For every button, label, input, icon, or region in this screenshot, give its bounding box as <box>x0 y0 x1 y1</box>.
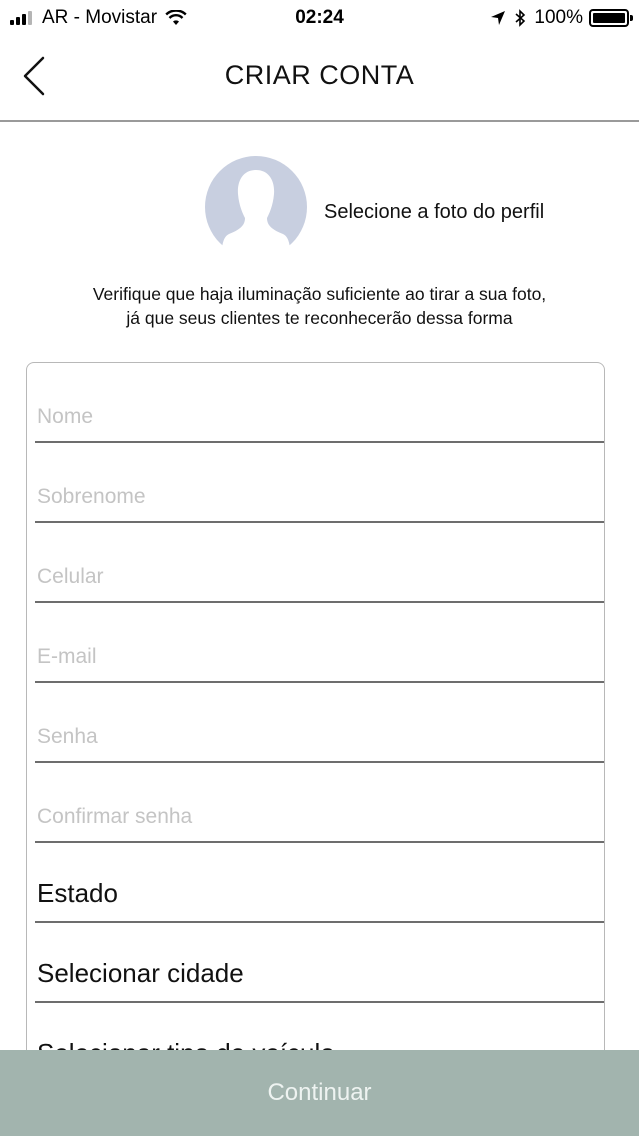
senha-input[interactable] <box>35 725 604 749</box>
confirmar-senha-field-row <box>35 763 604 843</box>
nav-bar <box>0 36 639 122</box>
continue-button[interactable]: Continuar <box>0 1050 639 1136</box>
carrier-name: AR - Movistar <box>42 7 158 28</box>
status-right <box>490 7 629 29</box>
status-bar <box>0 0 639 36</box>
email-field-row <box>35 603 604 683</box>
location-arrow-icon <box>490 10 506 26</box>
senha-field-row <box>35 683 604 763</box>
confirmar-senha-input[interactable] <box>35 805 604 829</box>
nome-input[interactable] <box>35 405 604 429</box>
avatar[interactable] <box>205 156 307 248</box>
battery-icon <box>589 9 629 27</box>
nome-field-row <box>35 363 604 443</box>
cidade-select-row[interactable] <box>35 923 604 1003</box>
status-time: 02:24 <box>295 7 344 28</box>
battery-percent: 100% <box>534 7 583 28</box>
page-title: CRIAR CONTA <box>224 60 415 90</box>
user-silhouette-icon <box>205 156 307 248</box>
email-input[interactable] <box>35 645 604 669</box>
photo-hint-line-2: já que seus clientes te reconhecerão dessa forma <box>126 308 513 328</box>
cidade-select[interactable]: Selecionar cidade <box>37 958 244 988</box>
photo-hint-line-1: Verifique que haja iluminação suficiente ao tirar a sua foto, <box>92 284 547 304</box>
celular-field-row <box>35 523 604 603</box>
estado-select[interactable]: Estado <box>37 878 118 908</box>
estado-select-row[interactable] <box>35 843 604 923</box>
bluetooth-icon <box>514 9 526 27</box>
registration-form <box>26 362 605 1122</box>
select-photo-label[interactable]: Selecione a foto do perfil <box>324 201 545 223</box>
photo-hint <box>20 282 619 330</box>
sobrenome-field-row <box>35 443 604 523</box>
celular-input[interactable] <box>35 565 604 589</box>
sobrenome-input[interactable] <box>35 485 604 509</box>
